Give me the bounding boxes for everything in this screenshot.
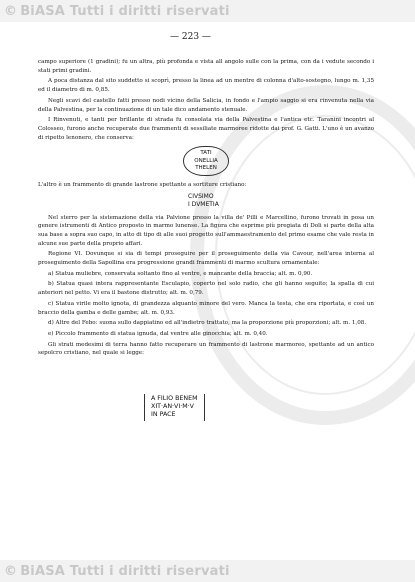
paragraph: campo superiore (1 gradini); fu un altra, più profonda e vista all angolo sulle con la prima, con da i vedute secondo i stati primi gradini. bbox=[38, 59, 374, 74]
paragraph: A poca distanza dal sito suddetto si scoprì, presso la linea ad un mentre di colonna d'alto-sostegno, lungo m. 1,35 ed il diametro di m. 0,85. bbox=[38, 78, 374, 94]
inscription-line: IN PACE bbox=[151, 411, 176, 419]
list-item: c) Statua virile molto ignota, di grandezza alquanto minore del vero. Manca la testa, che era riportata, e così un braccio della gamba e delle gambe; alt. m. 0,93. bbox=[38, 300, 374, 316]
watermark-text: BiASA Tutti i diritti riservati bbox=[20, 3, 230, 19]
copyright-icon: © bbox=[4, 3, 18, 19]
list-item: d) Altre del Febo: suona sullo dappiatino ed all'indietro trattato, ma la proporzione più proporzioni; alt. m. 1,08. bbox=[48, 320, 367, 327]
inscription-line: XIT·AN·VI·M·V bbox=[151, 403, 194, 411]
paragraph: Regione VI. Dovunque si sia di tempi proseguire per il proseguimento della via Cavour, nell'area interna al proseguimento della Sapollina era progressione grandi frammenti di marmo scultura ornamentale: bbox=[38, 251, 374, 267]
inscription-box bbox=[183, 146, 228, 176]
document-page bbox=[38, 58, 374, 360]
inscription-line: ONELLIA bbox=[194, 157, 218, 164]
inscription-fragment-2 bbox=[188, 193, 374, 209]
list-item: e) Piccolo frammento di statua ignuda, dal ventre alle ginocchia; alt. m. 0,40. bbox=[48, 330, 268, 337]
inscription-line: THELEN bbox=[195, 165, 217, 172]
paragraph: I Rinvenuti, e tanti per brillante di strada fu consolata via della Palvestina e l'antica etc. Taranini incontri al Colosseo, furono anche recuperate due frammenti di sessiliate marmoree ridotte dai prof. G. Gatti. L'uno è un avanzo di ripetto lenonero, che conserva: bbox=[38, 117, 374, 141]
inscription-line: I DVMETIA bbox=[188, 200, 219, 208]
inscription-line: CIVSIMO bbox=[188, 192, 214, 200]
inscription-line: TATI bbox=[200, 150, 212, 157]
paragraph: Nel sterro per la sistemazione della via Palvione presso la villa de' Pilli e Marcellino, furono trovati in posa un genere istrumenti di Antico proposto in marmo lunense. La figura che esprime più pregiata di Doli si parte della alta sua base a sopra suo capo, in atto di tipo di alle suoi progetto sull'ammaestramento del primo esame che vale resta in alcune sue parte della proprio affari. bbox=[38, 214, 374, 247]
inscription-fragment-3 bbox=[144, 394, 205, 421]
watermark-bottom bbox=[0, 560, 415, 582]
inscription-fragment-1 bbox=[38, 146, 374, 176]
copyright-icon: © bbox=[4, 563, 18, 579]
list-item: a) Statua muliebre, conservata soltanto fino al ventre, e mancante della braccia; alt. m. 0,90. bbox=[48, 270, 313, 277]
inscription-line: A FILIO BENEM bbox=[151, 395, 198, 402]
page-number: — 223 — bbox=[170, 32, 211, 42]
paragraph: Negli scavi del castello fatti presso nodi vicino della Salicia, in fondo e l'ampio saggio si era rinvenuta nella via della Palvestina, per la continuazione di un tale dico andamento stenuale. bbox=[38, 97, 374, 113]
list-item: b) Statua quasi intera rappresentante Esculapio, coperto nel solo radio, che gli hanno seguito; la spalla di cui anteriori nel petto. Vi era il bastone distrutto; alt. m. 0,79. bbox=[38, 281, 374, 297]
paragraph: L'altro è un frammento di grande lastrone spettante a sortiture cristiano: bbox=[38, 181, 247, 188]
paragraph: Gli strati medesimi di terra hanno fatto recuperare un frammento di lastrone marmoreo, spettante ad un antico sepolcro cristiano, nel quale si legge: bbox=[38, 341, 374, 357]
watermark-text: BiASA Tutti i diritti riservati bbox=[20, 563, 230, 579]
watermark-top bbox=[0, 0, 415, 22]
